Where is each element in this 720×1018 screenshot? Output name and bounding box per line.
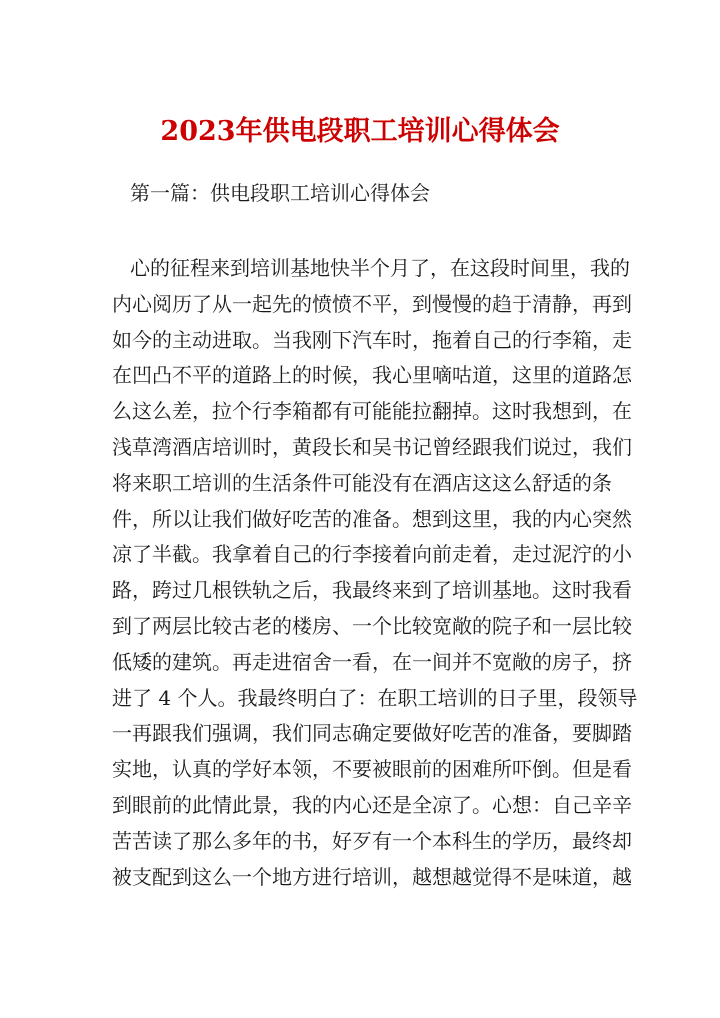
paragraph-line: 浅草湾酒店培训时，黄段长和吴书记曾经跟我们说过，我们	[112, 434, 632, 459]
paragraph-line: 件，所以让我们做好吃苦的准备。想到这里，我的内心突然	[112, 506, 632, 531]
paragraph-line: 进了 4 个人。我最终明白了：在职工培训的日子里，段领导	[112, 685, 638, 710]
paragraph-line: 被支配到这么一个地方进行培训，越想越觉得不是味道，越	[112, 864, 632, 889]
paragraph-line: 心的征程来到培训基地快半个月了，在这段时间里，我的	[130, 256, 630, 280]
paragraph-line: 如今的主动进取。当我刚下汽车时，拖着自己的行李箱，走	[112, 327, 632, 352]
paragraph-line: 么这么差，拉个行李箱都有可能能拉翻掉。这时我想到，在	[112, 399, 632, 424]
document-title: 2023年供电段职工培训心得体会	[160, 116, 560, 147]
section-subtitle: 第一篇：供电段职工培训心得体会	[130, 181, 430, 205]
paragraph-line: 将来职工培训的生活条件可能没有在酒店这这么舒适的条	[112, 470, 612, 495]
paragraph-line: 凉了半截。我拿着自己的行李接着向前走着，走过泥泞的小	[112, 542, 632, 567]
paragraph-line: 路，跨过几根铁轨之后，我最终来到了培训基地。这时我看	[112, 578, 632, 603]
body-paragraph	[112, 251, 638, 895]
paragraph-line: 到眼前的此情此景，我的内心还是全凉了。心想：自己辛辛	[112, 792, 632, 817]
paragraph-line: 在凹凸不平的道路上的时候，我心里嘀咕道，这里的道路怎	[112, 363, 632, 388]
paragraph-line: 苦苦读了那么多年的书，好歹有一个本科生的学历，最终却	[112, 828, 632, 853]
paragraph-line: 实地，认真的学好本领，不要被眼前的困难所吓倒。但是看	[112, 757, 632, 782]
paragraph-line: 到了两层比较古老的楼房、一个比较宽敞的院子和一层比较	[112, 613, 632, 638]
paragraph-line: 低矮的建筑。再走进宿舍一看，在一间并不宽敞的房子，挤	[112, 649, 632, 674]
paragraph-line: 一再跟我们强调，我们同志确定要做好吃苦的准备，要脚踏	[112, 721, 632, 746]
paragraph-line: 内心阅历了从一起先的愤愤不平，到慢慢的趋于清静，再到	[112, 291, 632, 316]
